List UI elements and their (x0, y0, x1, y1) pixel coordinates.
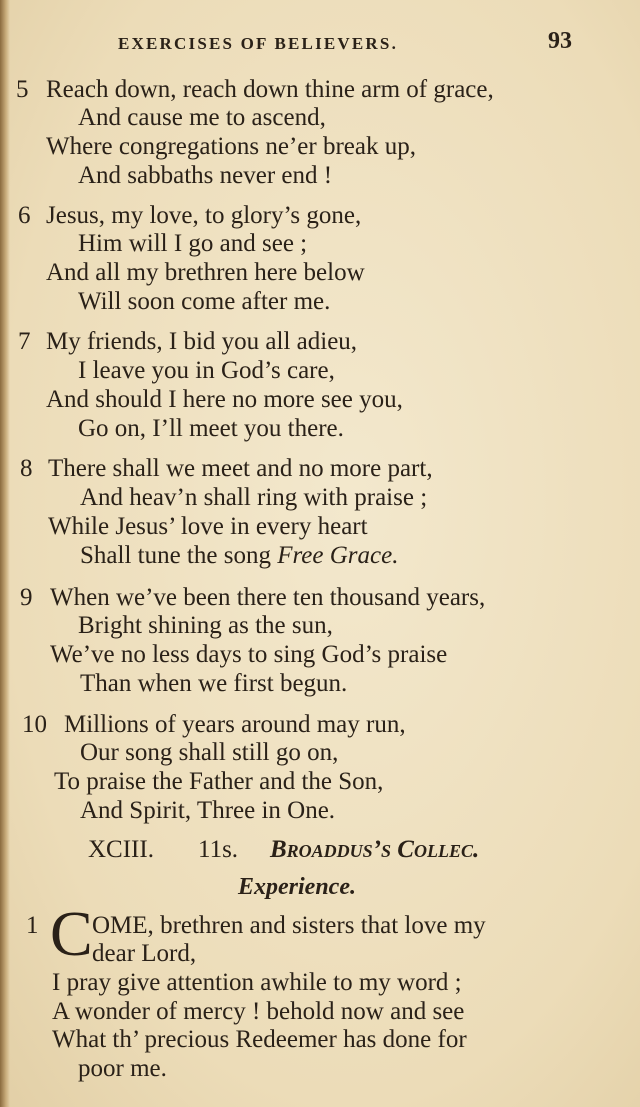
page-binding-edge (0, 0, 10, 1107)
hymn-heading (0, 836, 640, 870)
stanza-line: And Spirit, Three in One. (80, 797, 336, 824)
stanza-line: Bright shining as the sun, (78, 612, 333, 639)
stanza-number: 5 (16, 76, 29, 103)
first-line-rest: brethren and sisters that love my (153, 912, 486, 939)
stanza-line: dear Lord, (92, 940, 197, 967)
stanza-line: Our song shall still go on, (80, 739, 339, 766)
page-number: 93 (548, 28, 572, 54)
stanza-line: Will soon come after me. (78, 288, 331, 315)
stanza-line: To praise the Father and the Son, (54, 768, 384, 795)
stanza-line: And all my brethren here below (46, 259, 365, 286)
stanza-line: There shall we meet and no more part, (48, 455, 433, 482)
stanza-number: 10 (22, 711, 47, 738)
stanza-line (92, 912, 486, 940)
stanza-line: Shall tune the song Free Grace. (80, 542, 399, 569)
first-word-rest: OME, (92, 912, 154, 939)
stanza-line: While Jesus’ love in every heart (48, 513, 368, 540)
hymn-source: Broaddus’s Collec. (270, 836, 480, 863)
stanza-line: I pray give attention awhile to my word ; (52, 969, 462, 996)
stanza-line: When we’ve been there ten thousand years, (50, 584, 486, 611)
stanza-line: Millions of years around may run, (64, 711, 406, 738)
page-header (0, 28, 640, 64)
stanza-line: Than when we first begun. (80, 670, 348, 697)
stanza-number: 8 (20, 455, 33, 482)
stanza-line: Jesus, my love, to glory’s gone, (46, 202, 362, 229)
drop-cap: C (50, 898, 93, 969)
stanza-line: And should I here no more see you, (46, 386, 403, 413)
stanza-number: 6 (18, 202, 31, 229)
stanza-line: And cause me to ascend, (78, 104, 326, 131)
stanza-number: 9 (20, 584, 33, 611)
stanza-line: My friends, I bid you all adieu, (46, 328, 358, 355)
stanza-line: A wonder of mercy ! behold now and see (52, 998, 465, 1025)
hymn-meter: 11s. (198, 836, 239, 863)
stanza-line: poor me. (78, 1055, 167, 1082)
stanza-line: Reach down, reach down thine arm of grace, (46, 76, 494, 103)
running-title: EXERCISES OF BELIEVERS. (118, 34, 399, 53)
stanza-line: Go on, I’ll meet you there. (78, 415, 344, 442)
stanza-line: And sabbaths never end ! (78, 162, 333, 189)
stanza-line: What th’ precious Redeemer has done for (52, 1026, 467, 1053)
stanza-line: We’ve no less days to sing God’s praise (50, 641, 448, 668)
stanza-number: 7 (18, 328, 31, 355)
stanza-line: And heav’n shall ring with praise ; (80, 484, 428, 511)
stanza-line: I leave you in God’s care, (78, 357, 335, 384)
stanza-number: 1 (26, 912, 39, 939)
hymn-numeral: XCIII. (88, 836, 154, 863)
stanza-line: Where congregations ne’er break up, (46, 133, 416, 160)
emphasis-free-grace: Free Grace. (277, 542, 399, 569)
stanza-line: Him will I go and see ; (78, 230, 308, 257)
hymn-subject: Experience. (238, 874, 356, 900)
